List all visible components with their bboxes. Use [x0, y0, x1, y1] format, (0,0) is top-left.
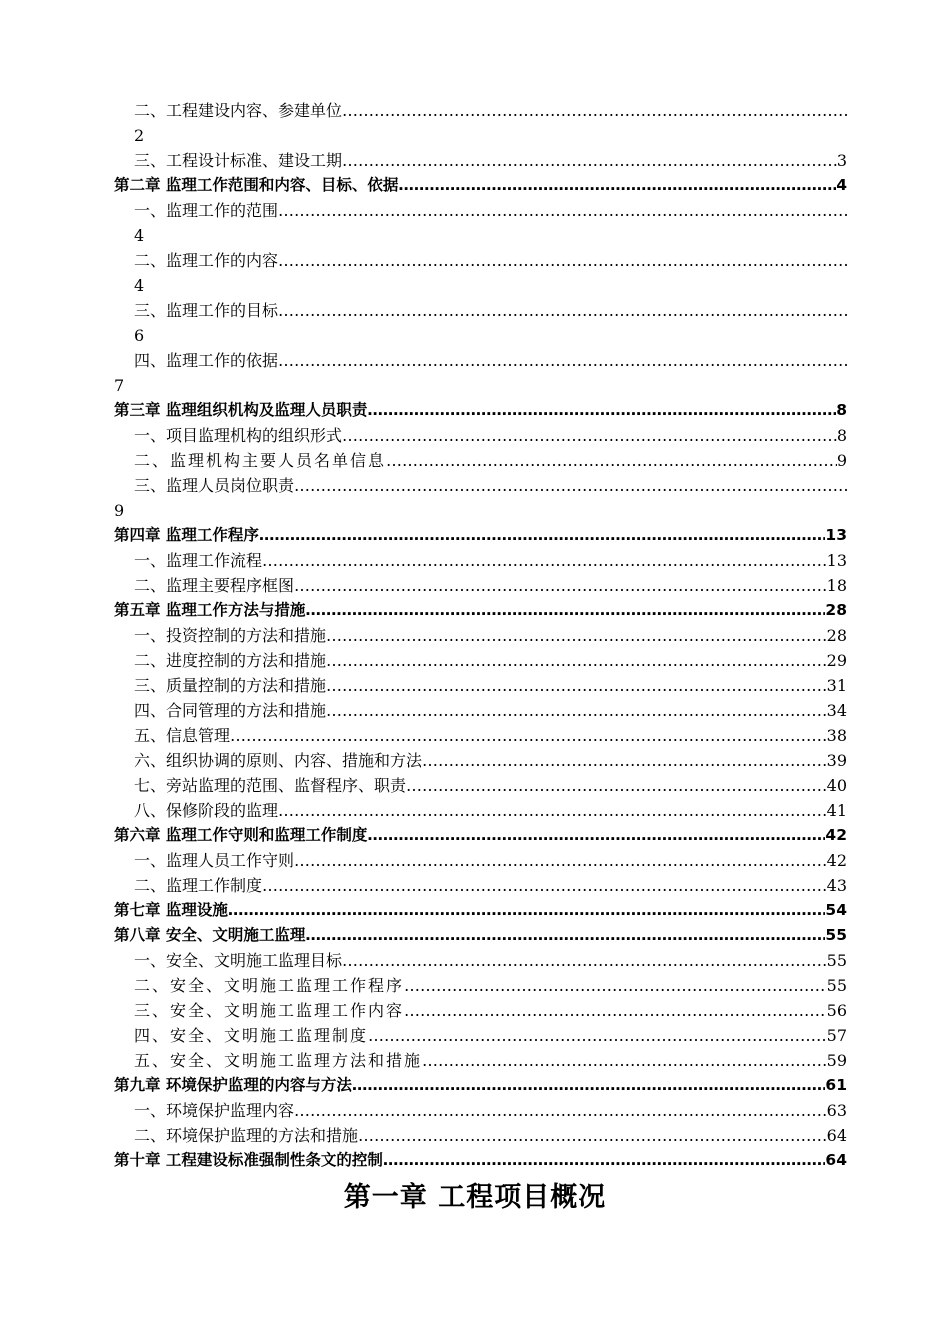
toc-entry-title: 七、旁站监理的范围、监督程序、职责	[134, 776, 407, 795]
toc-leader-dots	[326, 673, 827, 698]
toc-entry-page: 31	[826, 676, 847, 695]
toc-entry-title: 三、质量控制的方法和措施	[134, 676, 327, 695]
toc-leader-dots	[326, 648, 827, 673]
toc-chapter-entry[interactable]	[114, 923, 847, 948]
toc-chapter-entry[interactable]	[114, 1148, 847, 1173]
toc-leader-dots	[422, 1048, 827, 1073]
toc-chapter-entry[interactable]	[114, 898, 847, 923]
toc-entry[interactable]	[114, 98, 847, 148]
toc-leader-dots	[259, 523, 826, 548]
toc-chapter-title: 第八章 安全、文明施工监理	[114, 926, 306, 944]
toc-leader-dots	[342, 148, 837, 173]
toc-entry-page: 56	[826, 1001, 847, 1020]
toc-entry-title: 四、安全、文明施工监理制度	[134, 1026, 369, 1045]
toc-entry-page: 59	[826, 1051, 847, 1070]
toc-entry[interactable]	[114, 423, 847, 448]
toc-leader-dots	[294, 473, 847, 498]
toc-entry[interactable]	[114, 1023, 847, 1048]
toc-entry-page: 29	[826, 651, 847, 670]
toc-entry-title: 三、工程设计标准、建设工期	[134, 151, 343, 170]
toc-entry[interactable]	[114, 648, 847, 673]
toc-entry-page: 61	[825, 1076, 847, 1094]
toc-entry-title: 二、工程建设内容、参建单位	[134, 101, 343, 120]
toc-leader-dots	[383, 1148, 826, 1173]
toc-entry[interactable]	[114, 248, 847, 298]
toc-entry-title: 二、进度控制的方法和措施	[134, 651, 327, 670]
toc-leader-dots	[404, 973, 827, 998]
toc-leader-dots	[326, 623, 827, 648]
toc-entry-page: 64	[825, 1151, 847, 1169]
toc-entry-page: 9	[114, 501, 125, 520]
toc-entry-page: 13	[826, 551, 847, 570]
toc-entry-page: 41	[826, 801, 847, 820]
toc-entry-page: 2	[134, 126, 145, 145]
toc-entry-page: 39	[826, 751, 847, 770]
toc-entry-page: 42	[826, 851, 847, 870]
toc-leader-dots	[342, 948, 827, 973]
toc-entry-title: 三、安全、文明施工监理工作内容	[134, 1001, 405, 1020]
toc-entry-title: 一、项目监理机构的组织形式	[134, 426, 343, 445]
toc-entry-page: 34	[826, 701, 847, 720]
toc-entry-title: 八、保修阶段的监理	[134, 801, 279, 820]
toc-entry-title: 二、安全、文明施工监理工作程序	[134, 976, 405, 995]
toc-leader-dots	[342, 98, 847, 123]
toc-chapter-title: 第九章 环境保护监理的内容与方法	[114, 1076, 352, 1094]
toc-entry-page: 43	[826, 876, 847, 895]
toc-leader-dots	[368, 1023, 827, 1048]
toc-leader-dots	[278, 248, 847, 273]
toc-entry[interactable]	[114, 573, 847, 598]
toc-leader-dots	[262, 548, 827, 573]
toc-entry-page: 64	[826, 1126, 847, 1145]
toc-entry[interactable]	[114, 473, 847, 523]
toc-chapter-entry[interactable]	[114, 598, 847, 623]
toc-entry-page: 63	[826, 1101, 847, 1120]
toc-entry-page: 8	[836, 401, 847, 419]
toc-entry-title: 五、信息管理	[134, 726, 231, 745]
toc-entry-title: 一、监理人员工作守则	[134, 851, 295, 870]
toc-leader-dots	[398, 173, 836, 198]
toc-entry[interactable]	[114, 148, 847, 173]
toc-chapter-title: 第二章 监理工作范围和内容、目标、依据	[114, 176, 399, 194]
toc-leader-dots	[305, 923, 825, 948]
toc-leader-dots	[278, 348, 847, 373]
toc-chapter-title: 第四章 监理工作程序	[114, 526, 259, 544]
toc-entry[interactable]	[114, 623, 847, 648]
toc-leader-dots	[386, 448, 837, 473]
toc-leader-dots	[326, 698, 827, 723]
toc-entry[interactable]	[114, 348, 847, 398]
toc-entry-page: 9	[836, 451, 847, 470]
toc-entry[interactable]	[114, 873, 847, 898]
toc-leader-dots	[294, 848, 827, 873]
toc-chapter-title: 第七章 监理设施	[114, 901, 228, 919]
toc-leader-dots	[305, 598, 825, 623]
toc-leader-dots	[367, 398, 836, 423]
toc-entry-page: 6	[134, 326, 145, 345]
toc-entry-page: 57	[826, 1026, 847, 1045]
toc-chapter-entry[interactable]	[114, 523, 847, 548]
toc-entry[interactable]	[114, 998, 847, 1023]
toc-entry[interactable]	[114, 698, 847, 723]
toc-entry[interactable]	[114, 973, 847, 998]
toc-entry[interactable]	[114, 198, 847, 248]
toc-leader-dots	[406, 773, 827, 798]
toc-leader-dots	[262, 873, 827, 898]
table-of-contents	[114, 98, 847, 1173]
toc-entry-title: 三、监理工作的目标	[134, 301, 279, 320]
chapter-heading: 第一章 工程项目概况	[343, 1182, 607, 1213]
toc-entry-title: 四、合同管理的方法和措施	[134, 701, 327, 720]
toc-leader-dots	[230, 723, 827, 748]
toc-entry-page: 55	[825, 926, 847, 944]
toc-entry-page: 13	[825, 526, 847, 544]
toc-leader-dots	[352, 1073, 826, 1098]
toc-entry-page: 40	[826, 776, 847, 795]
toc-entry-title: 一、监理工作的范围	[134, 201, 279, 220]
toc-entry-title: 五、安全、文明施工监理方法和措施	[134, 1051, 423, 1070]
toc-entry[interactable]	[114, 798, 847, 823]
toc-entry[interactable]	[114, 848, 847, 873]
toc-entry-title: 四、监理工作的依据	[134, 351, 279, 370]
toc-chapter-title: 第六章 监理工作守则和监理工作制度	[114, 826, 368, 844]
toc-entry-page: 28	[825, 601, 847, 619]
toc-entry-page: 54	[825, 901, 847, 919]
toc-leader-dots	[358, 1123, 827, 1148]
toc-entry-page: 8	[836, 426, 847, 445]
toc-entry-page: 4	[134, 226, 145, 245]
toc-entry[interactable]	[114, 723, 847, 748]
toc-entry[interactable]	[114, 748, 847, 773]
toc-leader-dots	[294, 1098, 827, 1123]
toc-entry-title: 一、环境保护监理内容	[134, 1101, 295, 1120]
toc-leader-dots	[404, 998, 827, 1023]
toc-entry-title: 二、监理主要程序框图	[134, 576, 295, 595]
toc-entry-page: 7	[114, 376, 125, 395]
toc-entry[interactable]	[114, 948, 847, 973]
toc-chapter-entry[interactable]	[114, 173, 847, 198]
toc-chapter-title: 第十章 工程建设标准强制性条文的控制	[114, 1151, 383, 1169]
toc-entry[interactable]	[114, 1098, 847, 1123]
toc-leader-dots	[228, 898, 826, 923]
toc-entry-title: 二、环境保护监理的方法和措施	[134, 1126, 359, 1145]
toc-entry[interactable]	[114, 298, 847, 348]
toc-chapter-title: 第三章 监理组织机构及监理人员职责	[114, 401, 368, 419]
toc-entry[interactable]	[114, 1048, 847, 1073]
toc-entry[interactable]	[114, 448, 847, 473]
toc-entry-title: 一、监理工作流程	[134, 551, 263, 570]
toc-leader-dots	[278, 298, 847, 323]
toc-leader-dots	[422, 748, 827, 773]
toc-chapter-entry[interactable]	[114, 823, 847, 848]
toc-entry-page: 3	[836, 151, 847, 170]
toc-entry-title: 二、监理机构主要人员名单信息	[134, 451, 387, 470]
toc-leader-dots	[294, 573, 827, 598]
toc-entry-page: 55	[826, 951, 847, 970]
toc-chapter-title: 第五章 监理工作方法与措施	[114, 601, 306, 619]
toc-entry-page: 28	[826, 626, 847, 645]
toc-entry-page: 42	[825, 826, 847, 844]
toc-entry[interactable]	[114, 773, 847, 798]
toc-entry-page: 4	[836, 176, 847, 194]
toc-entry-title: 一、投资控制的方法和措施	[134, 626, 327, 645]
toc-chapter-entry[interactable]	[114, 1073, 847, 1098]
toc-entry[interactable]	[114, 548, 847, 573]
toc-entry-title: 二、监理工作制度	[134, 876, 263, 895]
toc-leader-dots	[342, 423, 837, 448]
toc-chapter-entry[interactable]	[114, 398, 847, 423]
toc-entry-page: 4	[134, 276, 145, 295]
toc-entry-page: 18	[826, 576, 847, 595]
toc-leader-dots	[278, 198, 847, 223]
toc-entry-title: 三、监理人员岗位职责	[134, 476, 295, 495]
toc-entry-title: 一、安全、文明施工监理目标	[134, 951, 343, 970]
toc-entry-title: 二、监理工作的内容	[134, 251, 279, 270]
toc-entry[interactable]	[114, 1123, 847, 1148]
toc-leader-dots	[278, 798, 827, 823]
toc-entry[interactable]	[114, 673, 847, 698]
toc-entry-page: 38	[826, 726, 847, 745]
toc-leader-dots	[367, 823, 825, 848]
toc-entry-page: 55	[826, 976, 847, 995]
toc-entry-title: 六、组织协调的原则、内容、措施和方法	[134, 751, 423, 770]
